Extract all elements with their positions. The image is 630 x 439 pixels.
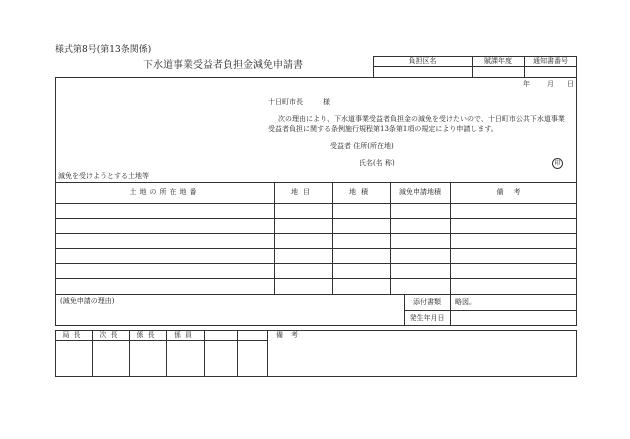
- approval-remarks-label: 備考: [276, 331, 306, 339]
- land-remarks-header: 備考: [496, 188, 531, 196]
- date-year-label: 年: [523, 80, 530, 88]
- notice-number-label: 通知書番号: [533, 57, 568, 65]
- approval-remarks-field[interactable]: [270, 342, 575, 375]
- stamp-header-line: [55, 340, 267, 341]
- notice-number-field[interactable]: [525, 67, 576, 77]
- fiscal-year-field[interactable]: [473, 67, 523, 77]
- land-table-bottom: [55, 294, 577, 295]
- land-table-row[interactable]: [56, 264, 576, 278]
- stamp-label-chief: 係長: [136, 331, 159, 339]
- stamp-col-line: [237, 330, 238, 377]
- land-area-header: 地積: [349, 188, 373, 196]
- land-table-row[interactable]: [56, 234, 576, 248]
- exemption-reason-label: (減免申請の理由): [60, 297, 115, 305]
- occurrence-date-label: 発生年月日: [409, 314, 445, 322]
- date-month-label: 月: [547, 80, 554, 88]
- district-field[interactable]: [374, 67, 471, 77]
- form-number: 様式第8号(第13条関係): [55, 45, 152, 55]
- stamp-label-staff: 係員: [174, 331, 196, 339]
- land-table-row[interactable]: [56, 279, 576, 293]
- land-section-caption: 減免を受けようとする土地等: [58, 172, 149, 180]
- stamp-label-director: 局長: [62, 331, 85, 339]
- fiscal-year-label: 賦課年度: [484, 57, 512, 65]
- land-location-header: 土地の所在地番: [129, 188, 200, 196]
- request-text-line-1: 次の理由により、下水道事業受益者負担金の減免を受けたいので、十日町市公共下水道事業: [278, 115, 565, 123]
- land-table-row[interactable]: [56, 204, 576, 218]
- exemption-area-header: 減免申請地積: [399, 188, 441, 196]
- request-text-line-2: 受益者負担に関する条例施行規程第13条第1項の規定により申請します。: [268, 125, 498, 133]
- stamp-label-deputy: 次長: [99, 331, 122, 339]
- applicant-name-label: 氏名(名 称): [359, 159, 395, 167]
- mayor-addressee: 十日町市長: [268, 98, 303, 106]
- applicant-name-field[interactable]: [420, 158, 540, 169]
- exemption-reason-field[interactable]: [60, 307, 400, 324]
- attachments-label: 添付書類: [413, 298, 441, 306]
- occurrence-date-field[interactable]: [452, 312, 574, 324]
- remarks-divider: [267, 330, 268, 377]
- land-category-header: 地目: [291, 188, 315, 196]
- beneficiary-address-field[interactable]: [420, 141, 570, 152]
- district-label: 負担区名: [408, 57, 437, 65]
- beneficiary-address-label: 受益者 住所(所在地): [330, 142, 394, 150]
- attachments-divider: [404, 310, 577, 311]
- land-table-row[interactable]: [56, 249, 576, 263]
- attachments-value: 略図。: [455, 298, 476, 306]
- form-title: 下水道事業受益者負担金減免申請書: [143, 60, 303, 71]
- stamp-col-line: [204, 330, 205, 377]
- reason-section-col-line: [450, 294, 451, 326]
- land-table-top: [55, 182, 577, 183]
- addressee-honorific: 様: [323, 98, 330, 106]
- seal-icon: 印: [552, 158, 563, 169]
- date-day-label: 日: [567, 80, 574, 88]
- land-table-row[interactable]: [56, 219, 576, 233]
